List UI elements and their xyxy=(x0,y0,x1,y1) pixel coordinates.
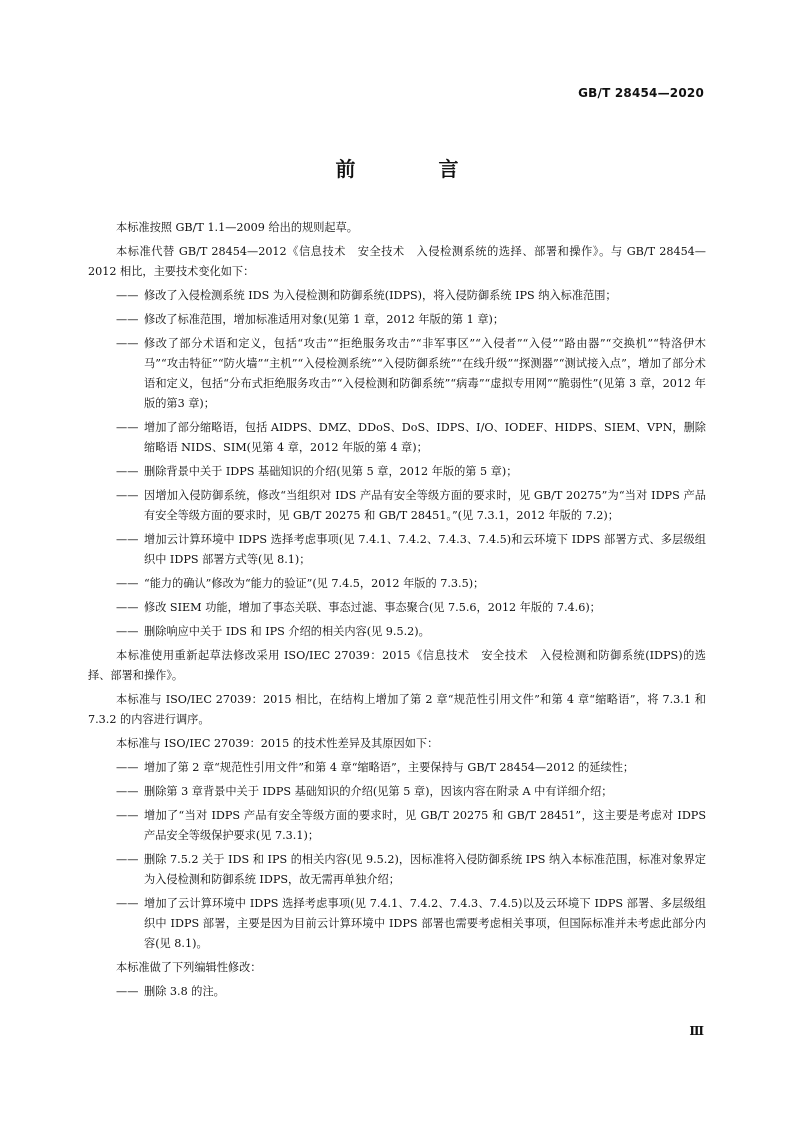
list-item-text: 增加了“当对 IDPS 产品有安全等级方面的要求时，见 GB/T 20275 和 GB/T 28451”，这主要是考虑对 IDPS 产品安全等级保护要求(见 7.3.1)； xyxy=(144,809,706,842)
list-item xyxy=(88,462,706,482)
list-dash: —— xyxy=(116,785,139,798)
list-item xyxy=(88,530,706,570)
list-item-text: 删除 7.5.2 关于 IDS 和 IPS 的相关内容(见 9.5.2)，因标准将入侵防御系统 IPS 纳入本标准范围，标准对象界定为入侵检测和防御系统 IDPS，故无需再单独介绍； xyxy=(144,853,706,886)
list-dash: —— xyxy=(116,313,139,326)
paragraph: 本标准与 ISO/IEC 27039：2015 的技术性差异及其原因如下： xyxy=(116,737,439,750)
list-dash: —— xyxy=(116,809,139,822)
standard-id: GB/T 28454—2020 xyxy=(578,86,704,100)
page-title: 前 言 xyxy=(335,157,497,181)
list-item-text: 修改了入侵检测系统 IDS 为入侵检测和防御系统(IDPS)，将入侵防御系统 IPS 纳入标准范围； xyxy=(144,289,617,302)
list-dash: —— xyxy=(116,421,139,434)
list-item xyxy=(88,574,706,594)
list-item-text: 删除响应中关于 IDS 和 IPS 介绍的相关内容(见 9.5.2)。 xyxy=(144,625,430,638)
list-dash: —— xyxy=(116,853,139,866)
list-item xyxy=(88,598,706,618)
list-item-text: 修改了部分术语和定义，包括“攻击”“拒绝服务攻击”“非军事区”“入侵者”“入侵”“路由器”“交换机”“特洛伊木马”“攻击特征”“防火墙”“主机”“入侵检测系统”“入侵防御系统”“在线升级”“探测器”“测试接入点”，增加了部分术语和定义，包括“分布式拒绝服务攻击”“入侵检测和防御系统”“病毒”“虚拟专用网”“脆弱性”(见第 3 章，2012 年版的第3 章)； xyxy=(144,337,706,410)
list-item-text: 修改 SIEM 功能，增加了事态关联、事态过滤、事态聚合(见 7.5.6，2012 年版的 7.4.6)； xyxy=(144,601,601,614)
list-item-text: 增加云计算环境中 IDPS 选择考虑事项(见 7.4.1、7.4.2、7.4.3、7.4.5)和云环境下 IDPS 部署方式、多层级组织中 IDPS 部署方式等(见 8.1)； xyxy=(144,533,706,566)
list-item xyxy=(88,334,706,414)
list-dash: —— xyxy=(116,625,139,638)
list-item xyxy=(88,982,706,1002)
list-item-text: “能力的确认”修改为“能力的验证”(见 7.4.5，2012 年版的 7.3.5)； xyxy=(144,577,485,590)
page-number: Ⅲ xyxy=(689,1024,704,1038)
list-dash: —— xyxy=(116,489,139,502)
list-item xyxy=(88,418,706,458)
list-item xyxy=(88,806,706,846)
list-item-text: 增加了第 2 章“规范性引用文件”和第 4 章“缩略语”，主要保持与 GB/T 28454—2012 的延续性； xyxy=(144,761,635,774)
list-dash: —— xyxy=(116,985,139,998)
paragraph: 本标准与 ISO/IEC 27039：2015 相比，在结构上增加了第 2 章“规范性引用文件”和第 4 章“缩略语”，将 7.3.1 和 7.3.2 的内容进行调序。 xyxy=(88,693,706,726)
list-dash: —— xyxy=(116,577,139,590)
list-item xyxy=(88,850,706,890)
list-item xyxy=(88,782,706,802)
list-dash: —— xyxy=(116,289,139,302)
list-item xyxy=(88,310,706,330)
list-item-text: 删除背景中关于 IDPS 基础知识的介绍(见第 5 章，2012 年版的第 5 章)； xyxy=(144,465,518,478)
list-dash: —— xyxy=(116,533,139,546)
list-dash: —— xyxy=(116,465,139,478)
list-item xyxy=(88,758,706,778)
paragraph: 本标准使用重新起草法修改采用 ISO/IEC 27039：2015《信息技术 安全技术 入侵检测和防御系统(IDPS)的选择、部署和操作》。 xyxy=(88,649,706,682)
list-item-text: 因增加入侵防御系统，修改“当组织对 IDS 产品有安全等级方面的要求时，见 GB/T 20275”为“当对 IDPS 产品有安全等级方面的要求时，见 GB/T 20275 和 GB/T 28451。”(见 7.3.1，2012 年版的 7.2)； xyxy=(144,489,706,522)
list-item-text: 删除 3.8 的注。 xyxy=(144,985,225,998)
list-dash: —— xyxy=(116,601,139,614)
document-body xyxy=(88,218,706,1006)
list-dash: —— xyxy=(116,897,139,910)
paragraph: 本标准按照 GB/T 1.1—2009 给出的规则起草。 xyxy=(116,221,358,234)
paragraph: 本标准代替 GB/T 28454—2012《信息技术 安全技术 入侵检测系统的选择、部署和操作》。与 GB/T 28454—2012 相比，主要技术变化如下： xyxy=(88,245,706,278)
list-item xyxy=(88,622,706,642)
list-item-text: 修改了标准范围，增加标准适用对象(见第 1 章，2012 年版的第 1 章)； xyxy=(144,313,505,326)
list-dash: —— xyxy=(116,337,139,350)
list-item xyxy=(88,486,706,526)
list-item-text: 增加了部分缩略语，包括 AIDPS、DMZ、DDoS、DoS、IDPS、I/O、IODEF、HIDPS、SIEM、VPN，删除缩略语 NIDS、SIM(见第 4 章，2012 年版的第 4 章)； xyxy=(144,421,706,454)
list-item xyxy=(88,894,706,954)
list-item xyxy=(88,286,706,306)
list-dash: —— xyxy=(116,761,139,774)
paragraph: 本标准做了下列编辑性修改： xyxy=(116,961,262,974)
list-item-text: 增加了云计算环境中 IDPS 选择考虑事项(见 7.4.1、7.4.2、7.4.3、7.4.5)以及云环境下 IDPS 部署、多层级组织中 IDPS 部署，主要是因为目前云计算环境中 IDPS 部署也需要考虑相关事项，但国际标准并未考虑此部分内容(见 8.1)。 xyxy=(144,897,706,950)
list-item-text: 删除第 3 章背景中关于 IDPS 基础知识的介绍(见第 5 章)，因该内容在附录 A 中有详细介绍； xyxy=(144,785,613,798)
